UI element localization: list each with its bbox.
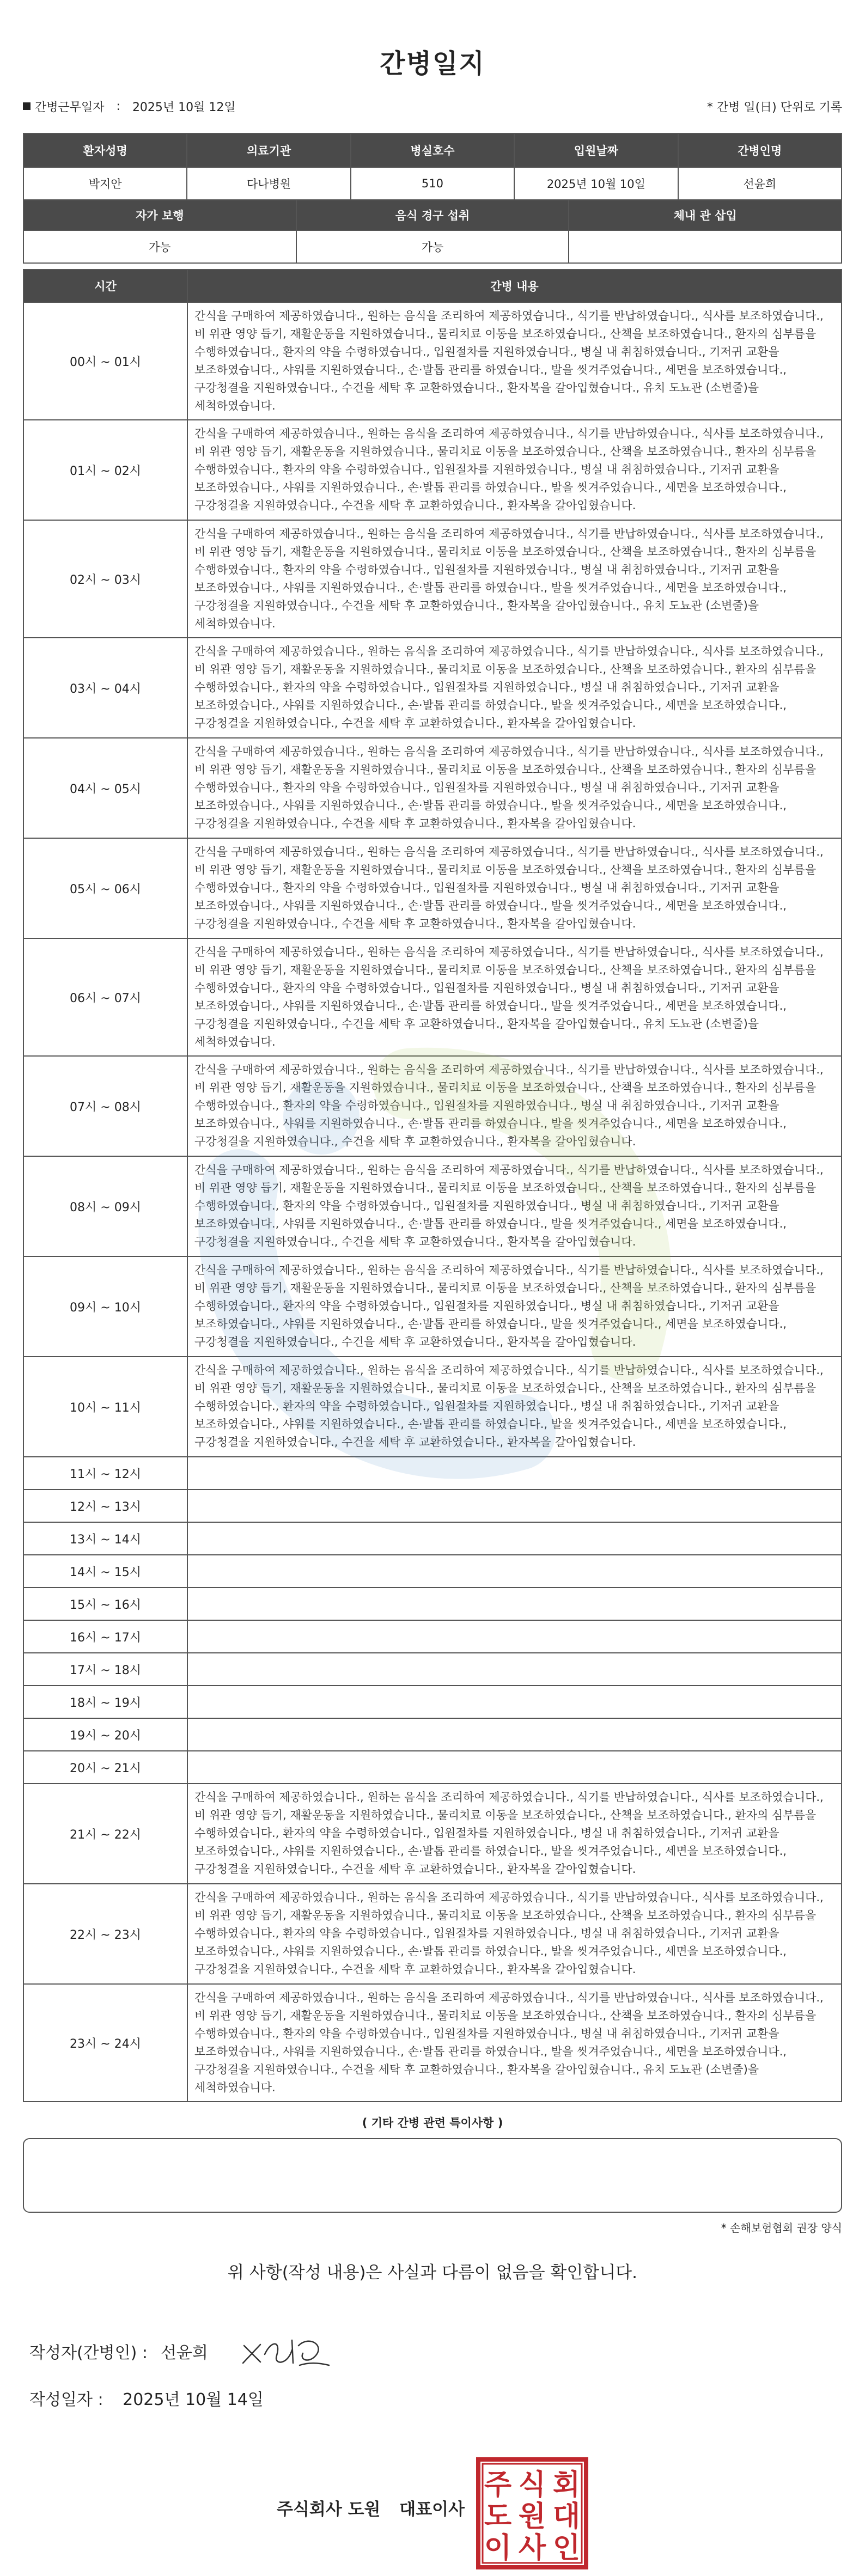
log-time: 06시 ~ 07시 [23,938,187,1056]
oral-intake-value: 가능 [296,230,569,263]
log-time: 03시 ~ 04시 [23,638,187,738]
log-content [187,1751,842,1784]
self-walking-value: 가능 [23,230,296,263]
log-row [23,838,842,938]
log-row [23,302,842,420]
meta-row [23,97,842,115]
log-row [23,1056,842,1156]
log-content [187,1555,842,1588]
written-date-label: 작성일자 : [29,2390,103,2409]
log-time: 02시 ~ 03시 [23,520,187,638]
company-seal [475,2456,589,2571]
svg-text:도: 도 [484,2500,512,2533]
log-row [23,1620,842,1653]
company-name-line [277,2495,465,2520]
log-row [23,1457,842,1490]
header-tube-insertion: 체내 관 삽입 [569,200,842,230]
log-content [187,1457,842,1490]
patient-info-value-row [23,167,842,200]
svg-text:사: 사 [518,2532,546,2565]
patient-info-table [23,133,842,200]
log-content: 간식을 구매하여 제공하였습니다., 원하는 음식을 조리하여 제공하였습니다., 식기를 반납하였습니다., 식사를 보조하였습니다., 비 위관 영양 듭기, 재활운동을 지원하였습니다., 물리치료 이동을 보조하였습니다., 산책을 보조하였습니다., 환자의 심부름을 수행하였습니다., 환자의 약을 수령하였습니다., 입원절차를 지원하였습니다., 병실 내 취침하였습니다., 기저귀 교환을 보조하였습니다., 샤워를 지원하였습니다., 손·발톱 관리를 하였습니다., 발을 씻겨주었습니다., 세면을 보조하였습니다., 구강청결을 지원하였습니다., 수건을 세탁 후 교환하였습니다., 환자복을 갈아입혔습니다. [187,738,842,838]
log-row [23,1357,842,1457]
log-time: 07시 ~ 08시 [23,1056,187,1156]
patient-status-table [23,199,842,264]
log-content: 간식을 구매하여 제공하였습니다., 원하는 음식을 조리하여 제공하였습니다., 식기를 반납하였습니다., 식사를 보조하였습니다., 비 위관 영양 듭기, 재활운동을 지원하였습니다., 물리치료 이동을 보조하였습니다., 산책을 보조하였습니다., 환자의 심부름을 수행하였습니다., 환자의 약을 수령하였습니다., 입원절차를 지원하였습니다., 병실 내 취침하였습니다., 기저귀 교환을 보조하였습니다., 샤워를 지원하였습니다., 손·발톱 관리를 하였습니다., 발을 씻겨주었습니다., 세면을 보조하였습니다., 구강청결을 지원하였습니다., 수건을 세탁 후 교환하였습니다., 환자복을 갈아입혔습니다. [187,638,842,738]
log-content [187,1686,842,1718]
log-time: 15시 ~ 16시 [23,1588,187,1620]
bullet-square-icon [23,102,31,110]
header-self-walking: 자가 보행 [23,200,296,230]
writer-row [29,2329,842,2373]
header-admission-date: 입원날짜 [514,133,678,167]
written-date-value: 2025년 10월 14일 [123,2390,264,2409]
log-row [23,1522,842,1555]
log-row [23,1884,842,1984]
log-row [23,638,842,738]
svg-text:이: 이 [484,2532,512,2565]
log-content: 간식을 구매하여 제공하였습니다., 원하는 음식을 조리하여 제공하였습니다., 식기를 반납하였습니다., 식사를 보조하였습니다., 비 위관 영양 듭기, 재활운동을 지원하였습니다., 물리치료 이동을 보조하였습니다., 산책을 보조하였습니다., 환자의 심부름을 수행하였습니다., 환자의 약을 수령하였습니다., 입원절차를 지원하였습니다., 병실 내 취침하였습니다., 기저귀 교환을 보조하였습니다., 샤워를 지원하였습니다., 손·발톱 관리를 하였습니다., 발을 씻겨주었습니다., 세면을 보조하였습니다., 구강청결을 지원하였습니다., 수건을 세탁 후 교환하였습니다., 환자복을 갈아입혔습니다. [187,1784,842,1884]
header-oral-intake: 음식 경구 섭취 [296,200,569,230]
log-row [23,1256,842,1357]
svg-text:회: 회 [552,2469,581,2501]
log-time: 00시 ~ 01시 [23,302,187,420]
care-log-table [23,269,842,2102]
company-name: 주식회사 도원 [277,2500,381,2519]
header-room-number: 병실호수 [351,133,514,167]
patient-info-header-row [23,133,842,167]
log-time: 05시 ~ 06시 [23,838,187,938]
notes-box [23,2138,842,2213]
log-time: 01시 ~ 02시 [23,420,187,520]
log-content: 간식을 구매하여 제공하였습니다., 원하는 음식을 조리하여 제공하였습니다., 식기를 반납하였습니다., 식사를 보조하였습니다., 비 위관 영양 듭기, 재활운동을 지원하였습니다., 물리치료 이동을 보조하였습니다., 산책을 보조하였습니다., 환자의 심부름을 수행하였습니다., 환자의 약을 수령하였습니다., 입원절차를 지원하였습니다., 병실 내 취침하였습니다., 기저귀 교환을 보조하였습니다., 샤워를 지원하였습니다., 손·발톱 관리를 하였습니다., 발을 씻겨주었습니다., 세면을 보조하였습니다., 구강청결을 지원하였습니다., 수건을 세탁 후 교환하였습니다., 환자복을 갈아입혔습니다., 유치 도뇨관 (소변줄)을 세척하였습니다. [187,520,842,638]
log-content: 간식을 구매하여 제공하였습니다., 원하는 음식을 조리하여 제공하였습니다., 식기를 반납하였습니다., 식사를 보조하였습니다., 비 위관 영양 듭기, 재활운동을 지원하였습니다., 물리치료 이동을 보조하였습니다., 산책을 보조하였습니다., 환자의 심부름을 수행하였습니다., 환자의 약을 수령하였습니다., 입원절차를 지원하였습니다., 병실 내 취침하였습니다., 기저귀 교환을 보조하였습니다., 샤워를 지원하였습니다., 손·발톱 관리를 하였습니다., 발을 씻겨주었습니다., 세면을 보조하였습니다., 구강청결을 지원하였습니다., 수건을 세탁 후 교환하였습니다., 환자복을 갈아입혔습니다. [187,1884,842,1984]
daily-record-note: * 간병 일(日) 단위로 기록 [706,100,842,114]
log-content: 간식을 구매하여 제공하였습니다., 원하는 음식을 조리하여 제공하였습니다., 식기를 반납하였습니다., 식사를 보조하였습니다., 비 위관 영양 듭기, 재활운동을 지원하였습니다., 물리치료 이동을 보조하였습니다., 산책을 보조하였습니다., 환자의 심부름을 수행하였습니다., 환자의 약을 수령하였습니다., 입원절차를 지원하였습니다., 병실 내 취침하였습니다., 기저귀 교환을 보조하였습니다., 샤워를 지원하였습니다., 손·발톱 관리를 하였습니다., 발을 씻겨주었습니다., 세면을 보조하였습니다., 구강청결을 지원하였습니다., 수건을 세탁 후 교환하였습니다., 환자복을 갈아입혔습니다. [187,1256,842,1357]
header-patient-name: 환자성명 [23,133,187,167]
log-time: 22시 ~ 23시 [23,1884,187,1984]
log-row [23,938,842,1056]
log-content: 간식을 구매하여 제공하였습니다., 원하는 음식을 조리하여 제공하였습니다., 식기를 반납하였습니다., 식사를 보조하였습니다., 비 위관 영양 듭기, 재활운동을 지원하였습니다., 물리치료 이동을 보조하였습니다., 산책을 보조하였습니다., 환자의 심부름을 수행하였습니다., 환자의 약을 수령하였습니다., 입원절차를 지원하였습니다., 병실 내 취침하였습니다., 기저귀 교환을 보조하였습니다., 샤워를 지원하였습니다., 손·발톱 관리를 하였습니다., 발을 씻겨주었습니다., 세면을 보조하였습니다., 구강청결을 지원하였습니다., 수건을 세탁 후 교환하였습니다., 환자복을 갈아입혔습니다. [187,1056,842,1156]
log-row [23,1751,842,1784]
log-time: 19시 ~ 20시 [23,1718,187,1751]
log-row [23,1555,842,1588]
log-row [23,738,842,838]
log-content [187,1653,842,1686]
log-row [23,1784,842,1884]
log-time: 04시 ~ 05시 [23,738,187,838]
svg-text:주: 주 [484,2469,512,2501]
log-time: 11시 ~ 12시 [23,1457,187,1490]
work-date [23,98,236,115]
hospital-name: 다나병원 [187,167,350,200]
log-content: 간식을 구매하여 제공하였습니다., 원하는 음식을 조리하여 제공하였습니다., 식기를 반납하였습니다., 식사를 보조하였습니다., 비 위관 영양 듭기, 재활운동을 지원하였습니다., 물리치료 이동을 보조하였습니다., 산책을 보조하였습니다., 환자의 심부름을 수행하였습니다., 환자의 약을 수령하였습니다., 입원절차를 지원하였습니다., 병실 내 취침하였습니다., 기저귀 교환을 보조하였습니다., 샤워를 지원하였습니다., 손·발톱 관리를 하였습니다., 발을 씻겨주었습니다., 세면을 보조하였습니다., 구강청결을 지원하였습니다., 수건을 세탁 후 교환하였습니다., 환자복을 갈아입혔습니다. [187,838,842,938]
log-row [23,1588,842,1620]
log-time: 20시 ~ 21시 [23,1751,187,1784]
log-content: 간식을 구매하여 제공하였습니다., 원하는 음식을 조리하여 제공하였습니다., 식기를 반납하였습니다., 식사를 보조하였습니다., 비 위관 영양 듭기, 재활운동을 지원하였습니다., 물리치료 이동을 보조하였습니다., 산책을 보조하였습니다., 환자의 심부름을 수행하였습니다., 환자의 약을 수령하였습니다., 입원절차를 지원하였습니다., 병실 내 취침하였습니다., 기저귀 교환을 보조하였습니다., 샤워를 지원하였습니다., 손·발톱 관리를 하였습니다., 발을 씻겨주었습니다., 세면을 보조하였습니다., 구강청결을 지원하였습니다., 수건을 세탁 후 교환하였습니다., 환자복을 갈아입혔습니다., 유치 도뇨관 (소변줄)을 세척하였습니다. [187,1984,842,2102]
log-time: 23시 ~ 24시 [23,1984,187,2102]
header-hospital: 의료기관 [187,133,350,167]
insurer-note: * 손해보험협회 권장 양식 [721,2221,842,2235]
log-row [23,1984,842,2102]
log-row [23,1653,842,1686]
ceo-label: 대표이사 [399,2500,465,2519]
header-care-content: 간병 내용 [187,270,842,302]
log-row [23,520,842,638]
log-time: 09시 ~ 10시 [23,1256,187,1357]
log-time: 16시 ~ 17시 [23,1620,187,1653]
header-time: 시간 [23,270,187,302]
log-time: 21시 ~ 22시 [23,1784,187,1884]
log-row [23,1156,842,1256]
log-time: 17시 ~ 18시 [23,1653,187,1686]
admission-date: 2025년 10월 10일 [514,167,678,200]
svg-text:인: 인 [552,2532,581,2565]
log-row [23,420,842,520]
log-content: 간식을 구매하여 제공하였습니다., 원하는 음식을 조리하여 제공하였습니다., 식기를 반납하였습니다., 식사를 보조하였습니다., 비 위관 영양 듭기, 재활운동을 지원하였습니다., 물리치료 이동을 보조하였습니다., 산책을 보조하였습니다., 환자의 심부름을 수행하였습니다., 환자의 약을 수령하였습니다., 입원절차를 지원하였습니다., 병실 내 취침하였습니다., 기저귀 교환을 보조하였습니다., 샤워를 지원하였습니다., 손·발톱 관리를 하였습니다., 발을 씻겨주었습니다., 세면을 보조하였습니다., 구강청결을 지원하였습니다., 수건을 세탁 후 교환하였습니다., 환자복을 갈아입혔습니다. [187,420,842,520]
writer-label: 작성자(간병인) : [29,2343,148,2363]
log-content: 간식을 구매하여 제공하였습니다., 원하는 음식을 조리하여 제공하였습니다., 식기를 반납하였습니다., 식사를 보조하였습니다., 비 위관 영양 듭기, 재활운동을 지원하였습니다., 물리치료 이동을 보조하였습니다., 산책을 보조하였습니다., 환자의 심부름을 수행하였습니다., 환자의 약을 수령하였습니다., 입원절차를 지원하였습니다., 병실 내 취침하였습니다., 기저귀 교환을 보조하였습니다., 샤워를 지원하였습니다., 손·발톱 관리를 하였습니다., 발을 씻겨주었습니다., 세면을 보조하였습니다., 구강청결을 지원하였습니다., 수건을 세탁 후 교환하였습니다., 환자복을 갈아입혔습니다. [187,1357,842,1457]
log-time: 13시 ~ 14시 [23,1522,187,1555]
log-time: 08시 ~ 09시 [23,1156,187,1256]
work-date-colon: : [116,99,120,113]
tube-insertion-value [569,230,842,263]
log-time: 12시 ~ 13시 [23,1490,187,1522]
company-row [0,2456,865,2565]
header-caregiver-name: 간병인명 [678,133,842,167]
patient-name: 박지안 [23,167,187,200]
handwritten-signature [239,2329,331,2373]
work-date-label: 간병근무일자 [35,100,105,114]
written-date-row [29,2386,842,2413]
document-title: 간병일지 [380,48,485,79]
log-content [187,1522,842,1555]
svg-text:식: 식 [518,2469,546,2501]
confirmation-statement: 위 사항(작성 내용)은 사실과 다름이 없음을 확인합니다. [228,2263,637,2282]
log-content [187,1490,842,1522]
caregiver-name: 선윤희 [678,167,842,200]
log-row [23,1718,842,1751]
svg-text:원: 원 [518,2500,546,2533]
log-content [187,1718,842,1751]
log-content: 간식을 구매하여 제공하였습니다., 원하는 음식을 조리하여 제공하였습니다., 식기를 반납하였습니다., 식사를 보조하였습니다., 비 위관 영양 듭기, 재활운동을 지원하였습니다., 물리치료 이동을 보조하였습니다., 산책을 보조하였습니다., 환자의 심부름을 수행하였습니다., 환자의 약을 수령하였습니다., 입원절차를 지원하였습니다., 병실 내 취침하였습니다., 기저귀 교환을 보조하였습니다., 샤워를 지원하였습니다., 손·발톱 관리를 하였습니다., 발을 씻겨주었습니다., 세면을 보조하였습니다., 구강청결을 지원하였습니다., 수건을 세탁 후 교환하였습니다., 환자복을 갈아입혔습니다., 유치 도뇨관 (소변줄)을 세척하였습니다. [187,938,842,1056]
log-time: 18시 ~ 19시 [23,1686,187,1718]
log-content [187,1588,842,1620]
log-row [23,1490,842,1522]
log-row [23,1686,842,1718]
status-value-row [23,230,842,263]
room-number: 510 [351,167,514,200]
log-time: 10시 ~ 11시 [23,1357,187,1457]
writer-name: 선윤희 [160,2343,208,2363]
log-header-row [23,270,842,302]
work-date-value: 2025년 10월 12일 [132,100,236,114]
svg-text:대: 대 [552,2500,581,2533]
log-content: 간식을 구매하여 제공하였습니다., 원하는 음식을 조리하여 제공하였습니다., 식기를 반납하였습니다., 식사를 보조하였습니다., 비 위관 영양 듭기, 재활운동을 지원하였습니다., 물리치료 이동을 보조하였습니다., 산책을 보조하였습니다., 환자의 심부름을 수행하였습니다., 환자의 약을 수령하였습니다., 입원절차를 지원하였습니다., 병실 내 취침하였습니다., 기저귀 교환을 보조하였습니다., 샤워를 지원하였습니다., 손·발톱 관리를 하였습니다., 발을 씻겨주었습니다., 세면을 보조하였습니다., 구강청결을 지원하였습니다., 수건을 세탁 후 교환하였습니다., 환자복을 갈아입혔습니다. [187,1156,842,1256]
notes-title: ( 기타 간병 관련 특이사항 ) [362,2116,503,2129]
log-content [187,1620,842,1653]
log-time: 14시 ~ 15시 [23,1555,187,1588]
status-header-row [23,200,842,230]
log-content: 간식을 구매하여 제공하였습니다., 원하는 음식을 조리하여 제공하였습니다., 식기를 반납하였습니다., 식사를 보조하였습니다., 비 위관 영양 듭기, 재활운동을 지원하였습니다., 물리치료 이동을 보조하였습니다., 산책을 보조하였습니다., 환자의 심부름을 수행하였습니다., 환자의 약을 수령하였습니다., 입원절차를 지원하였습니다., 병실 내 취침하였습니다., 기저귀 교환을 보조하였습니다., 샤워를 지원하였습니다., 손·발톱 관리를 하였습니다., 발을 씻겨주었습니다., 세면을 보조하였습니다., 구강청결을 지원하였습니다., 수건을 세탁 후 교환하였습니다., 환자복을 갈아입혔습니다., 유치 도뇨관 (소변줄)을 세척하였습니다. [187,302,842,420]
